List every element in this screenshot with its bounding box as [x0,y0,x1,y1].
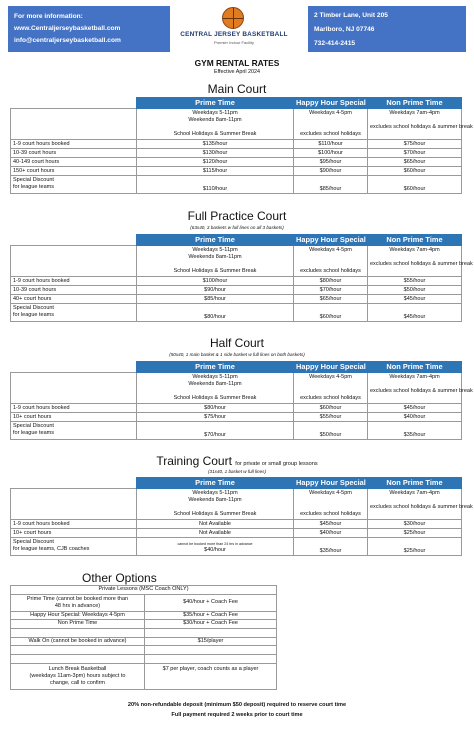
non-prime-hours: Weekdays 7am-4pm excludes school holidays & summer break [368,109,462,140]
address-box [308,6,466,52]
logo-name: CENTRAL JERSEY BASKETBALL [180,31,288,38]
phone-number[interactable]: 732-414-2415 [314,40,356,47]
booking-note: cannot be booked more than 24 hrs in advance [177,542,253,547]
effective-date: Effective April 2024 [213,69,261,75]
half-court-title: Half Court [209,336,265,350]
other-options-title: Other Options [82,571,157,585]
table-row: 10-39 court hours $130/hour $100/hour $70/hour [11,148,462,157]
website-link[interactable]: www.Centraljerseybasketball.com [14,25,121,32]
full-practice-court-table: Prime Time Happy Hour Special Non Prime Time Weekdays 5-11pm Weekends 8am-11pm School Holidays & Summer Break Weekdays 4-5pm excludes school holidays Weekdays 7am-4pm excludes school holidays & summer break 1-9 court hours booked $100/hour $80/hour $55/hour 10-39 court hours $90/hour $70/hour $50/hour 40+ court hours $85/hour $65/hour $45/hour Special Discount for league teams $80/hour $60/hour $45/hour [10,234,462,322]
table-row: 40-149 court hours $120/hour $95/hour $65/hour [11,157,462,166]
table-row: 150+ court hours $115/hour $90/hour $60/hour [11,166,462,175]
full-practice-court-subtitle: (63x40, 3 baskets w full lines on all 3 baskets) [190,225,284,230]
discount-row: Special Discount for league teams $80/hour $60/hour $45/hour [11,303,462,321]
half-court-subtitle: (50x40, 1 main basket & 1 side basket w full lines on both baskets) [169,352,305,357]
prime-time-hours: Weekdays 5-11pm Weekends 8am-11pm School Holidays & Summer Break [137,109,294,140]
table-row: Lunch Break Basketball (weekdays 11am-3pm) hours subject to change, call to confirm $7 per player, coach counts as a player [11,664,277,690]
table-row: 1-9 court hours booked $80/hour $60/hour $45/hour [11,403,462,412]
address-line1: 2 Timber Lane, Unit 205 [314,12,388,19]
table-row: Walk On (cannot be booked in advance) $15/player [11,637,277,646]
training-court-table: Prime Time Happy Hour Special Non Prime Time Weekdays 5-11pm Weekends 8am-11pm School Holidays & Summer Break Weekdays 4-5pm excludes school holidays Weekdays 7am-4pm excludes school holidays & summer break 1-9 court hours booked Not Available $45/hour $30/hour 10+ court hours Not Available $40/hour $25/hour Special Discount for league teams, CJB coaches cannot be booked more than 24 hrs in advance $40/hour $35/hour $25/hour [10,477,462,556]
table-row: Non Prime Time $30/hour + Coach Fee [11,620,277,629]
basketball-icon [222,7,244,29]
main-court-table [10,97,473,194]
main-court-title: Main Court [207,82,267,96]
training-court-name: Training Court [156,454,232,468]
deposit-note: 20% non-refundable deposit (minimum $50 deposit) required to reserve court time [127,702,347,708]
table-row: 1-9 court hours booked $100/hour $80/hour $55/hour [11,276,462,285]
happy-hour-hours: Weekdays 4-5pm excludes school holidays [294,109,368,140]
page-header [8,6,466,54]
table-row: 10+ court hours $75/hour $55/hour $40/hour [11,412,462,421]
col-prime-time: Prime Time [137,98,294,109]
table-row: 1-9 court hours booked Not Available $45/hour $30/hour [11,519,462,528]
training-court-subtitle: (31x40, 1 basket w full lines) [208,469,266,474]
discount-row: Special Discount for league teams, CJB coaches cannot be booked more than 24 hrs in advance $40/hour $35/hour $25/hour [11,537,462,555]
table-row: 40+ court hours $85/hour $65/hour $45/hour [11,294,462,303]
payment-note: Full payment required 2 weeks prior to court time [171,712,303,718]
training-court-note: for private or small group lessons [235,461,318,467]
half-court-table: Prime Time Happy Hour Special Non Prime Time Weekdays 5-11pm Weekends 8am-11pm School Holidays & Summer Break Weekdays 4-5pm excludes school holidays Weekdays 7am-4pm excludes school holidays & summer break 1-9 court hours booked $80/hour $60/hour $45/hour 10+ court hours $75/hour $55/hour $40/hour Special Discount for league teams $70/hour $50/hour $35/hour [10,361,462,440]
discount-row: Special Discount for league teams $110/hour $85/hour $60/hour [11,175,462,193]
info-label: For more information: [14,13,83,20]
full-practice-court-title: Full Practice Court [187,209,287,223]
other-options-table [10,585,277,690]
doc-title: GYM RENTAL RATES [194,58,280,68]
private-lessons-header: Private Lessons (MSC Coach ONLY) [11,586,277,595]
logo-tagline: Premier Indoor Facility [213,40,254,45]
address-line2: Marlboro, NJ 07746 [314,26,375,33]
table-row: 10-39 court hours $90/hour $70/hour $50/hour [11,285,462,294]
col-happy-hour: Happy Hour Special [294,98,368,109]
table-row: Prime Time (cannot be booked more than 48 hrs in advance) $40/hour + Coach Fee [11,594,277,611]
logo [174,6,294,52]
table-row: 10+ court hours Not Available $40/hour $25/hour [11,528,462,537]
discount-row: Special Discount for league teams $70/hour $50/hour $35/hour [11,421,462,439]
contact-info-box [8,6,170,52]
training-court-title [0,454,474,468]
table-row: Happy Hour Special: Weekdays 4-5pm $35/hour + Coach Fee [11,611,277,620]
table-row: 1-9 court hours booked $135/hour $110/hour $75/hour [11,139,462,148]
email-link[interactable]: info@centraljerseybasketball.com [14,37,121,44]
col-non-prime-time: Non Prime Time [368,98,462,109]
